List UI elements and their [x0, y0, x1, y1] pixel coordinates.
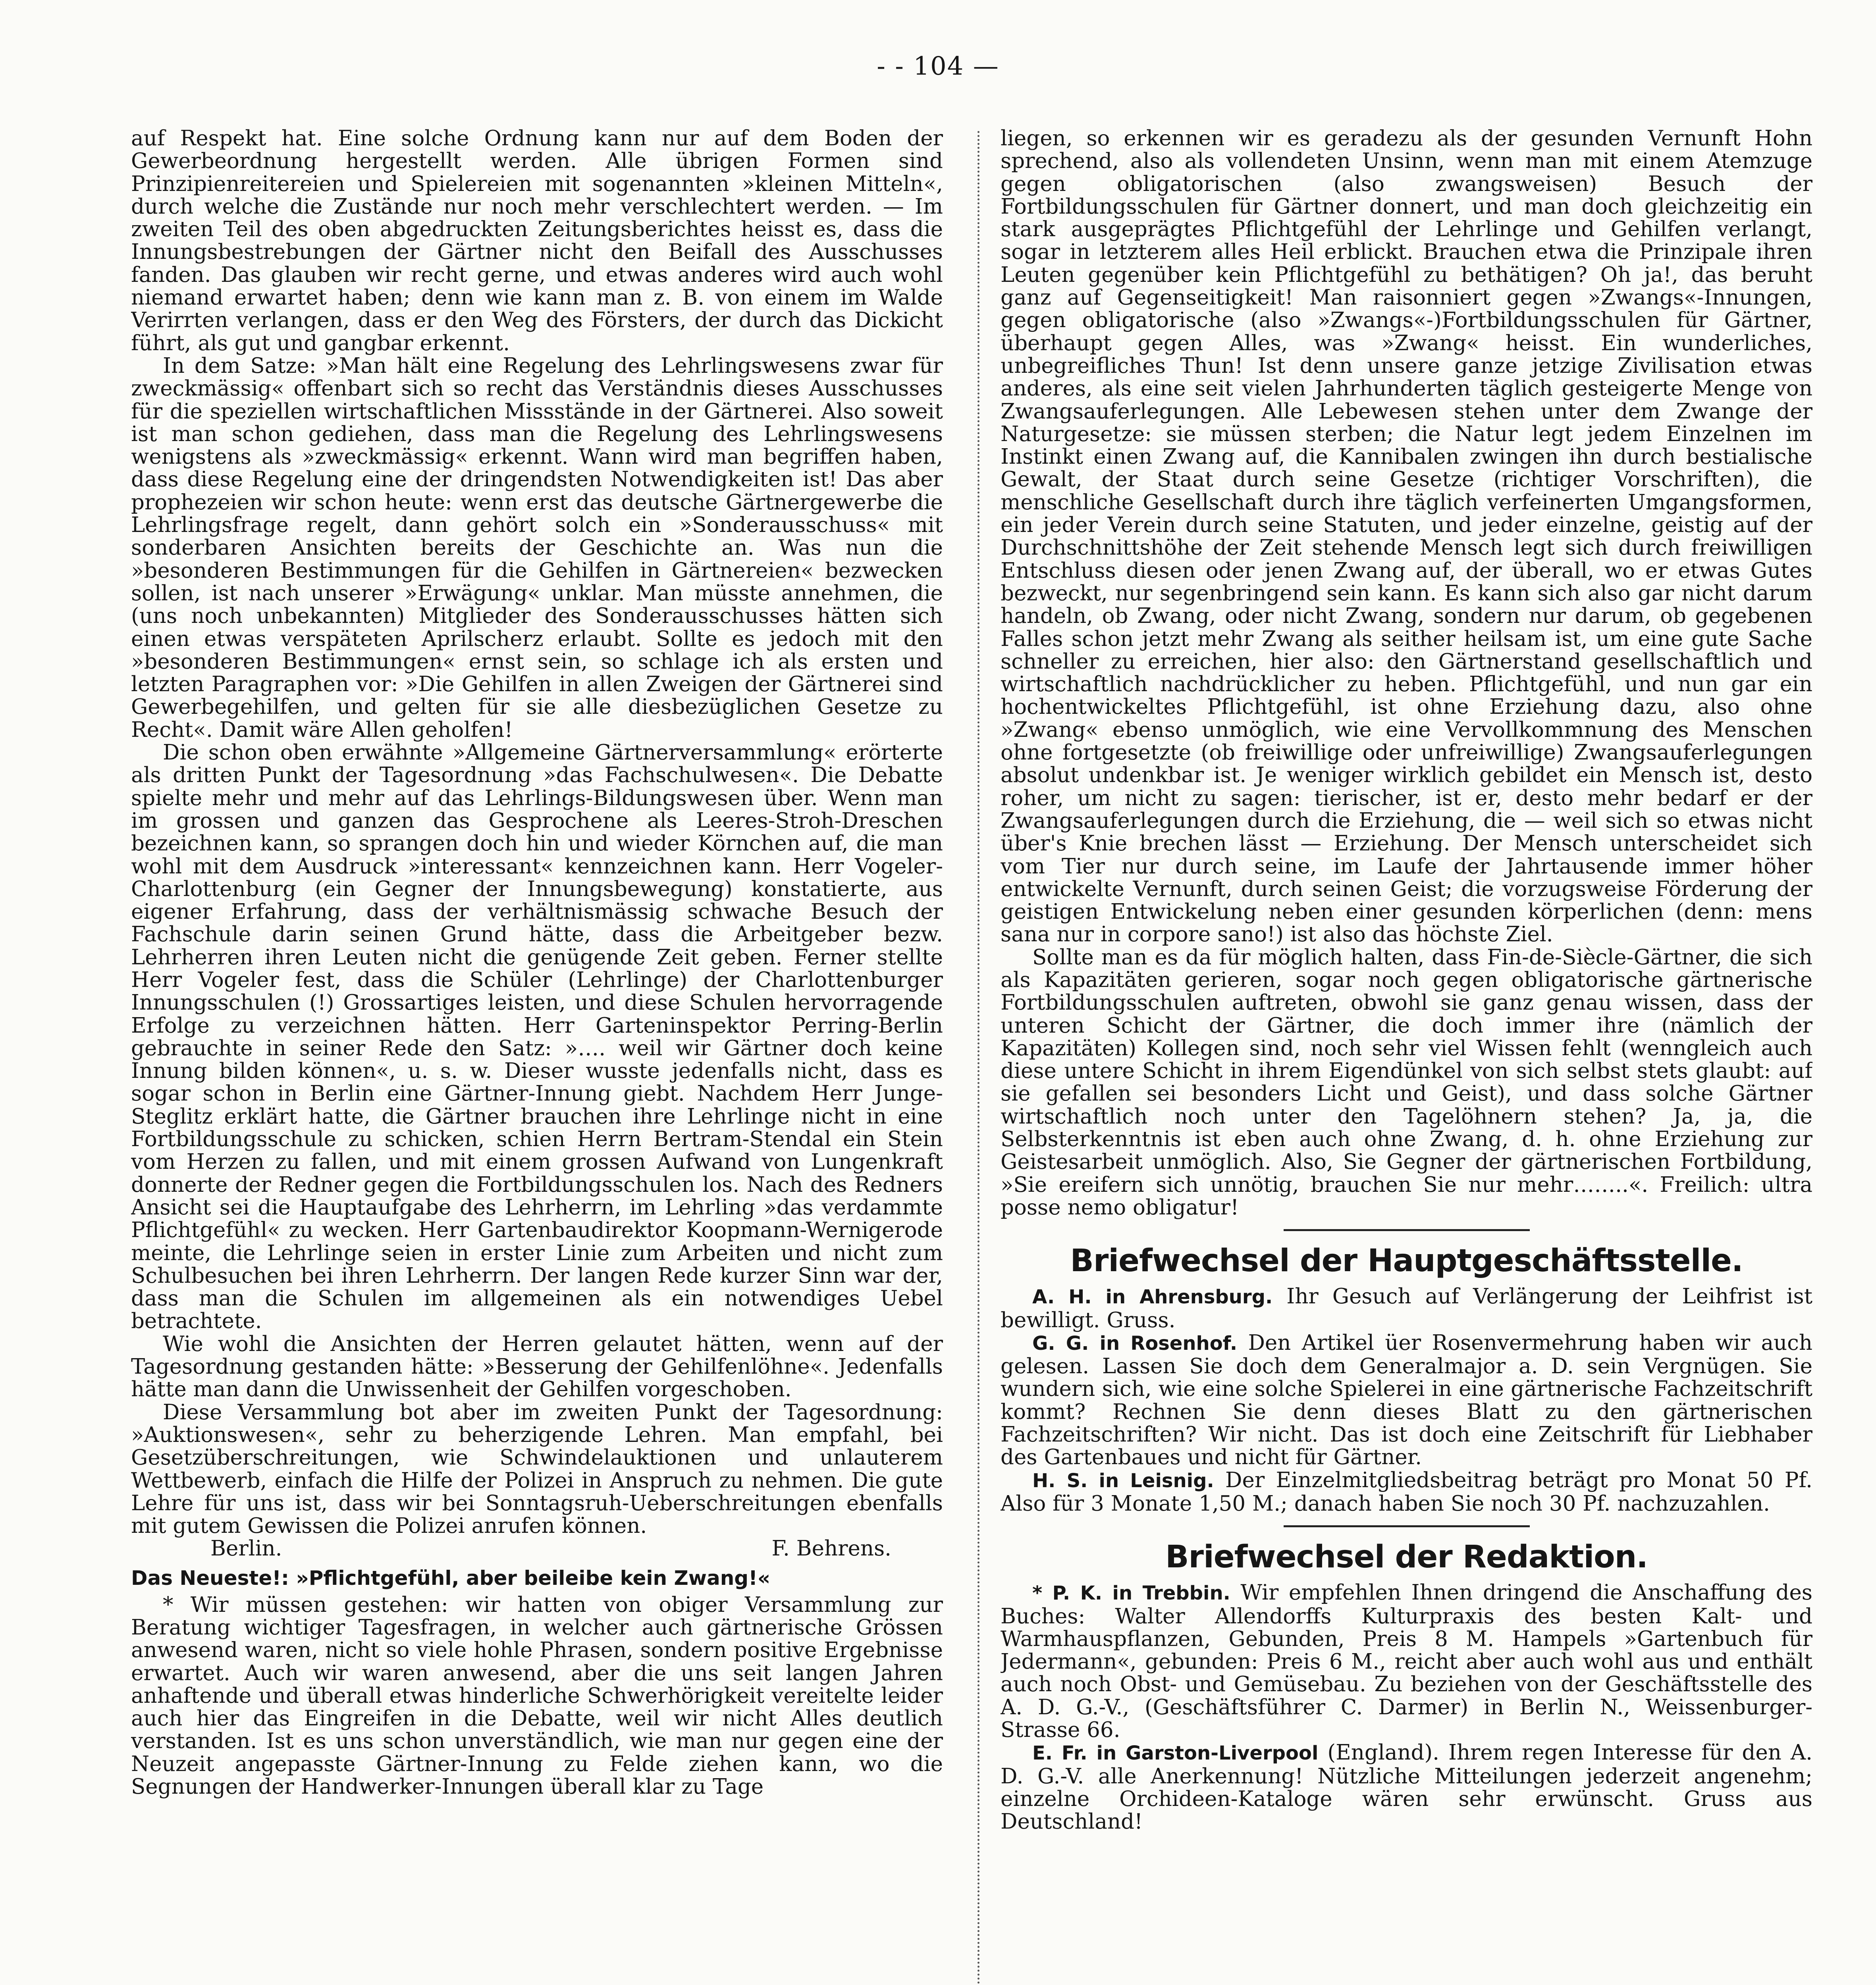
letter-text: Ihr Gesuch auf Verlängerung der Leihfrist ist bewilligt. Gruss.: [1001, 1284, 1812, 1332]
body-paragraph: Diese Versammlung bot aber im zweiten Punkt der Tagesordnung: »Auktionswesen«, sehr zu beherzigende Lehren. Man empfahl, bei Gesetzüberschreitungen, wie Schwindelauktionen und unlauterem Wettbewerb, einfach die Hilfe der Polizei in Anspruch zu nehmen. Die gute Lehre für uns ist, dass wir bei Sonntagsruh-Ueberschreitungen ebenfalls mit gutem Gewissen die Polizei anrufen können.: [131, 1400, 943, 1538]
hauptgeschaeftsstelle-heading: Briefwechsel der Hauptgeschäftsstelle.: [1070, 1243, 1743, 1279]
letter-entry: [1001, 1469, 1812, 1515]
section-rule: [1284, 1525, 1530, 1527]
letter-recipient: G. G. in Rosenhof.: [1032, 1332, 1238, 1355]
body-paragraph: liegen, so erkennen wir es geradezu als der gesunden Vernunft Hohn sprechend, also als vollendeten Unsinn, wenn man mit einem Atemzuge gegen obligatorischen (also zwangsweisen) Besuch der Fortbildungsschulen für Gärtner donnert, und man doch gleichzeitig ein stark ausgeprägtes Pflichtgefühl der Lehrlinge und Gehilfen verlangt, sogar in letzterem alles Heil erblickt. Brauchen etwa die Prinzipale ihren Leuten gegenüber kein Pflichtgefühl zu bethätigen? Oh ja!, das beruht ganz auf Gegenseitigkeit! Man raisonniert gegen »Zwangs«-Innungen, gegen obligatorische (also »Zwangs«-)Fortbildungsschulen für Gärtner, überhaupt gegen Alles, was »Zwang« heisst. Ein wunderliches, unbegreifliches Thun! Ist denn unsere ganze jetzige Zivilisation etwas anderes, als eine seit vielen Jahrhunderten täglich gesteigerte Menge von Zwangsauferlegungen. Alle Lebewesen stehen unter dem Zwange der Naturgesetze: sie müssen sterben; die Natur legt jedem Einzelnen im Instinkt einen Zwang auf, die Kannibalen zwingen ihn durch bestialische Gewalt, der Staat durch seine Gesetze (richtiger Vorschriften), die menschliche Gesellschaft durch ihre täglich verfeinerten Umgangsformen, ein jeder Verein durch seine Statuten, und jeder einzelne, geistig auf der Durchschnittshöhe der Zeit stehende Mensch legt sich durch freiwilligen Entschluss diesen oder jenen Zwang auf, der überall, wo er etwas Gutes bezweckt, nur segenbringend sein kann. Es kann sich also gar nicht darum handeln, ob Zwang, oder nicht Zwang, sondern nur darum, ob gegebenen Falles schon jetzt mehr Zwang als seither heilsam ist, um eine gute Sache schneller zu erreichen, hier also: den Gärtnerstand gesellschaftlich und wirtschaftlich nachdrücklicher zu heben. Pflichtgefühl, und nun gar ein hochentwickeltes Pflichtgefühl, ist ohne Erziehung dazu, also ohne »Zwang« ebenso unmöglich, wie eine Vervollkommnung des Menschen ohne fortgesetzte (ob freiwillige oder unfreiwillige) Zwangsauferlegungen absolut undenkbar ist. Je weniger wirklich gebildet ein Mensch ist, desto roher, um nicht zu sagen: tierischer, ist er, desto mehr bedarf er der Zwangsauferlegungen durch die Erziehung, die — weil sich so etwas nicht über's Knie brechen lässt — Erziehung. Der Mensch unterscheidet sich vom Tier nur durch seine, im Laufe der Jahrtausende immer höher entwickelte Vernunft, durch seinen Geist; die vorzugsweise Förderung der geistigen Entwickelung neben einer gesunden körperlichen (denn: mens sana nur in corpore sano!) ist also das höchste Ziel.: [1001, 127, 1812, 947]
letter-text: (England). Ihrem regen Interesse für den A. D. G.-V. alle Anerkennung! Nützliche Mitteilungen jederzeit angenehm; einzelne Orchideen-Kataloge wären sehr erwünscht. Gruss aus Deutschland!: [1001, 1740, 1812, 1834]
body-paragraph: Sollte man es da für möglich halten, dass Fin-de-Siècle-Gärtner, die sich als Kapazitäten gerieren, sogar noch gegen obligatorische gärtnerische Fortbildungsschulen auftreten, obwohl sie ganz genau wissen, dass der unteren Schicht der Gärtner, die doch immer ihre (nämlich der Kapazitäten) Kollegen sind, noch sehr viel Wissen fehlt (wenngleich auch diese untere Schicht in ihrem Eigendünkel von sich selbst stets glaubt: auf sie gefallen sei besonders Licht und Geist), und dass solche Gärtner wirtschaftlich noch unter den Tagelöhnern stehen? Ja, ja, die Selbsterkenntnis ist eben auch ohne Zwang, d. h. ohne Erziehung zur Geistesarbeit unmöglich. Also, Sie Gegner der gärtnerischen Fortbildung, »Sie ereifern sich unnötig, brauchen Sie nur mehr……..«. Freilich: ultra posse nemo obligatur!: [1001, 945, 1812, 1220]
right-column: [1001, 127, 1812, 1985]
section-rule: [1284, 1229, 1530, 1231]
redaktion-heading: Briefwechsel der Redaktion.: [1165, 1539, 1648, 1575]
news-heading: Das Neueste!: »Pflichtgefühl, aber beileibe kein Zwang!«: [131, 1566, 771, 1590]
letter-entry: [1001, 1741, 1812, 1833]
letter-recipient: A. H. in Ahrensburg.: [1032, 1286, 1273, 1309]
column-divider: [978, 131, 979, 1985]
letter-recipient: H. S. in Leisnig.: [1032, 1469, 1214, 1492]
letter-text: Den Artikel üer Rosenvermehrung haben wir auch gelesen. Lassen Sie doch dem Generalmajor a. D. sein Vergnügen. Sie wundern sich, wie eine solche Spielerei in eine gärtnerische Fachzeitschrift kommt? Rechnen Sie denn dieses Blatt zu den gärtnerischen Fachzeitschriften? Wir nicht. Das ist doch eine Zeitschrift für Liebhaber des Gartenbaues und nicht für Gärtner.: [1001, 1330, 1812, 1470]
letter-recipient: E. Fr. in Garston-Liverpool: [1032, 1742, 1319, 1765]
letter-entry: [1001, 1285, 1812, 1332]
letter-recipient: * P. K. in Trebbin.: [1032, 1582, 1230, 1605]
body-paragraph: In dem Satze: »Man hält eine Regelung des Lehrlingswesens zwar für zweckmässig« offenbart sich so recht das Verständnis dieses Ausschusses für die speziellen wirtschaftlichen Missstände in der Gärtnerei. Also soweit ist man schon gediehen, dass man die Regelung des Lehrlingswesens wenigstens als »zweckmässig« erkennt. Wann wird man begriffen haben, dass diese Regelung eine der dringendsten Notwendigkeiten ist! Das aber prophezeien wir schon heute: wenn erst das deutsche Gärtnergewerbe die Lehrlingsfrage regelt, dann gehört solch ein »Sonderausschuss« mit sonderbaren Ansichten bereits der Geschichte an. Was nun die »besonderen Bestimmungen für die Gehilfen in Gärtnereien« bezwecken sollen, ist nach unserer »Erwägung« unklar. Man müsste annehmen, die (uns noch unbekannten) Mitglieder des Sonderausschusses hätten sich einen etwas verspäteten Aprilscherz erlaubt. Sollte es jedoch mit den »besonderen Bestimmungen« ernst sein, so schlage ich als ersten und letzten Paragraphen vor: »Die Gehilfen in allen Zweigen der Gärtnerei sind Gewerbegehilfen, und gelten für sie alle diesbezüglichen Gesetze zu Recht«. Damit wäre Allen geholfen!: [131, 353, 943, 742]
body-paragraph: Die schon oben erwähnte »Allgemeine Gärtnerversammlung« erörterte als dritten Punkt der Tagesordnung »das Fachschulwesen«. Die Debatte spielte mehr und mehr auf das Lehrlings-Bildungswesen über. Wenn man im grossen und ganzen das Gesprochene als Leeres-Stroh-Dreschen bezeichnen kann, so sprangen doch hin und wieder Körnchen auf, die man wohl mit dem Ausdruck »interessant« kennzeichnen kann. Herr Vogeler-Charlottenburg (ein Gegner der Innungsbewegung) konstatierte, aus eigener Erfahrung, dass der verhältnismässig schwache Besuch der Fachschule darin seinen Grund hätte, dass die Arbeitgeber bezw. Lehrherren ihren Leuten nicht die genügende Zeit geben. Ferner stellte Herr Vogeler fest, dass die Schüler (Lehrlinge) der Charlottenburger Innungsschulen (!) Grossartiges leisten, und diese Schulen hervorragende Erfolge zu verzeichnen hätten. Herr Garteninspektor Perring-Berlin gebrauchte in seiner Rede den Satz: »…. weil wir Gärtner doch keine Innung bilden können«, u. s. w. Dieser wusste jedenfalls nicht, dass es sogar schon in Berlin eine Gärtner-Innung giebt. Nachdem Herr Junge-Steglitz erklärt hatte, die Gärtner brauchen ihre Lehrlinge nicht in eine Fortbildungsschule zu schicken, schien Herrn Bertram-Stendal ein Stein vom Herzen zu fallen, und mit einem grossen Aufwand von Lungenkraft donnerte der Redner gegen die Fortbildungsschulen los. Nach des Redners Ansicht sei die Hauptaufgabe des Lehrherrn, im Lehrling »das verdammte Pflichtgefühl« zu wecken. Herr Gartenbaudirektor Koopmann-Wernigerode meinte, die Lehrlinge seien in erster Linie zum Arbeiten und nicht zum Schulbesuchen bei ihren Lehrherrn. Der langen Rede kurzer Sinn war der, dass man die Schulen im allgemeinen als ein notwendiges Uebel betrachtete.: [131, 740, 943, 1334]
body-paragraph: auf Respekt hat. Eine solche Ordnung kann nur auf dem Boden der Gewerbeordnung hergestellt werden. Alle übrigen Formen sind Prinzipienreitereien und Spielereien mit sogenannten »kleinen Mitteln«, durch welche die Zustände nur noch mehr verschlechtert werden. — Im zweiten Teil des oben abgedruckten Zeitungsberichtes heisst es, dass die Innungsbestrebungen der Gärtner nicht den Beifall des Ausschusses fanden. Das glauben wir recht gerne, und etwas anderes wird auch wohl niemand erwartet haben; denn wie kann man z. B. von einem im Walde Verirrten verlangen, dass er den Weg des Försters, der durch das Dickicht führt, als gut und gangbar erkennt.: [131, 127, 943, 355]
letter-text: Der Einzelmitgliedsbeitrag beträgt pro Monat 50 Pf. Also für 3 Monate 1,50 M.; danach haben Sie noch 30 Pf. nachzuzahlen.: [1001, 1468, 1812, 1516]
letter-entry: [1001, 1332, 1812, 1469]
page-number: - - 104 —: [877, 52, 999, 81]
article-signature: [131, 1537, 943, 1560]
left-column: [131, 127, 943, 1985]
signature-place: Berlin.: [210, 1536, 282, 1561]
body-paragraph: Wie wohl die Ansichten der Herren gelautet hätten, wenn auf der Tagesordnung gestanden hätte: »Besserung der Gehilfenlöhne«. Jedenfalls hätte man dann die Unwissenheit der Gehilfen vorgeschoben.: [131, 1332, 943, 1402]
letter-text: Wir empfehlen Ihnen dringend die Anschaffung des Buches: Walter Allendorffs Kulturpraxis des besten Kalt- und Warmhauspflanzen, Gebunden, Preis 8 M. Hampels »Gartenbuch für Jedermann«, gebunden: Preis 6 M., reicht aber auch wohl aus und enthält auch noch Obst- und Gemüsebau. Zu beziehen von der Geschäftsstelle des A. D. G.-V., (Geschäftsführer C. Darmer) in Berlin N., Weissenburger-Strasse 66.: [1001, 1580, 1812, 1742]
letter-entry: [1001, 1581, 1812, 1741]
signature-author: F. Behrens.: [771, 1536, 891, 1561]
news-paragraph: * Wir müssen gestehen: wir hatten von obiger Versammlung zur Beratung wichtiger Tagesfragen, in welcher auch gärtnerische Grössen anwesend waren, nicht so viele hohle Phrasen, sondern positive Ergebnisse erwartet. Auch wir waren anwesend, aber die uns seit langen Jahren anhaftende und überall etwas hinderliche Schwerhörigkeit vereitelte leider auch hier das Eingreifen in die Debatte, weil wir nicht Alles deutlich verstanden. Ist es uns schon unverständlich, wie man nur gegen eine der Neuzeit angepasste Gärtner-Innung zu Felde ziehen kann, wo die Segnungen der Handwerker-Innungen überall klar zu Tage: [131, 1592, 943, 1799]
